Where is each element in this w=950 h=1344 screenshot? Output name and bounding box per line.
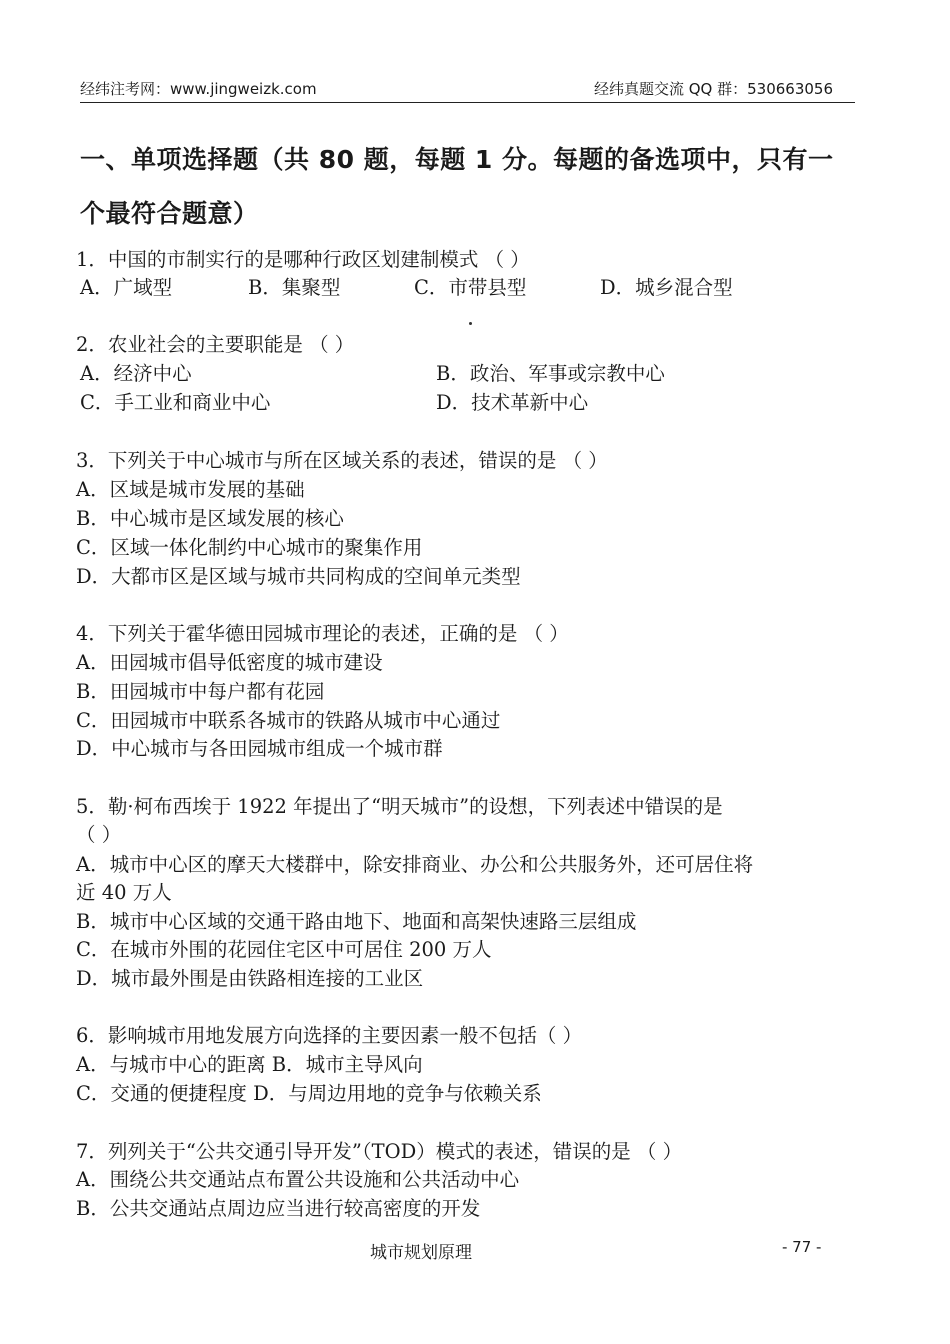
question-1-option-b: B．集聚型	[248, 276, 341, 299]
question-6-options-line1: A．与城市中心的距离 B．城市主导风向	[76, 1053, 423, 1076]
question-7-option-a: A．围绕公共交通站点布置公共设施和公共活动中心	[76, 1168, 520, 1191]
question-7-stem: 7．列列关于“公共交通引导开发”（TOD）模式的表述，错误的是 （ ）	[76, 1140, 683, 1163]
footer-book-title: 城市规划原理	[370, 1243, 472, 1263]
question-3-option-b: B．中心城市是区域发展的核心	[76, 507, 344, 530]
page-footer	[0, 1238, 950, 1268]
stray-dot-mark	[469, 322, 472, 325]
header-site-text: 经纬注考网：www.jingweizk.com	[80, 80, 317, 98]
question-2-option-a: A．经济中心	[80, 362, 192, 385]
question-6-options-line2: C．交通的便捷程度 D．与周边用地的竞争与依赖关系	[76, 1082, 542, 1105]
page-header	[80, 70, 855, 103]
question-1-stem: 1．中国的市制实行的是哪种行政区划建制模式 （ ）	[76, 248, 530, 271]
question-5-option-b: B．城市中心区域的交通干路由地下、地面和高架快速路三层组成	[76, 910, 637, 933]
question-5-option-c: C．在城市外围的花园住宅区中可居住 200 万人	[76, 938, 492, 961]
question-5-option-a-line1: A．城市中心区的摩天大楼群中，除安排商业、办公和公共服务外，还可居住将	[76, 853, 754, 876]
question-4-stem: 4．下列关于霍华德田园城市理论的表述，正确的是 （ ）	[76, 622, 569, 645]
question-5-option-d: D．城市最外围是由铁路相连接的工业区	[76, 967, 424, 990]
section-title-line1: 一、单项选择题（共 80 题，每题 1 分。每题的备选项中，只有一	[80, 145, 834, 174]
question-5-stem-line1: 5．勒·柯布西埃于 1922 年提出了“明天城市”的设想，下列表述中错误的是	[76, 795, 723, 818]
question-6-stem: 6．影响城市用地发展方向选择的主要因素一般不包括（ ）	[76, 1024, 583, 1047]
question-2-option-b: B．政治、军事或宗教中心	[436, 362, 665, 385]
question-2-option-c: C．手工业和商业中心	[80, 391, 271, 414]
question-1-option-d: D．城乡混合型	[600, 276, 733, 299]
question-1-option-c: C．市带县型	[414, 276, 527, 299]
section-title-line2: 个最符合题意）	[80, 199, 259, 228]
question-2-option-d: D．技术革新中心	[436, 391, 589, 414]
question-4-option-d: D．中心城市与各田园城市组成一个城市群	[76, 737, 443, 760]
question-2-stem: 2．农业社会的主要职能是 （ ）	[76, 333, 355, 356]
footer-page-number: - 77 -	[782, 1238, 822, 1256]
question-3-stem: 3．下列关于中心城市与所在区域关系的表述，错误的是 （ ）	[76, 449, 608, 472]
question-4-option-b: B．田园城市中每户都有花园	[76, 680, 325, 703]
question-3-option-d: D．大都市区是区域与城市共同构成的空间单元类型	[76, 565, 521, 588]
question-7-option-b: B．公共交通站点周边应当进行较高密度的开发	[76, 1197, 481, 1220]
header-qq-group-text: 经纬真题交流 QQ 群：530663056	[593, 80, 833, 98]
question-1-option-a: A．广域型	[80, 276, 173, 299]
question-5-option-a-line2: 近 40 万人	[76, 881, 172, 904]
question-5-stem-line2: （ ）	[76, 823, 122, 846]
question-4-option-a: A．田园城市倡导低密度的城市建设	[76, 651, 383, 674]
question-3-option-c: C．区域一体化制约中心城市的聚集作用	[76, 536, 423, 559]
question-3-option-a: A．区域是城市发展的基础	[76, 478, 305, 501]
question-4-option-c: C．田园城市中联系各城市的铁路从城市中心通过	[76, 709, 501, 732]
